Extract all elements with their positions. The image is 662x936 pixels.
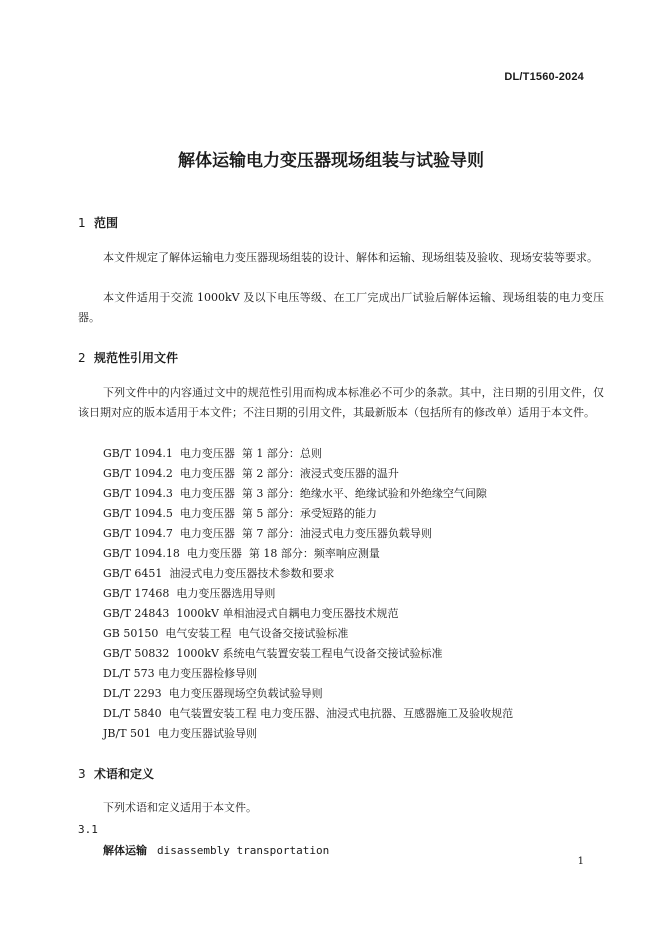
section-2-intro: 下列文件中的内容通过文中的规范性引用而构成本标准必不可少的条款。其中，注日期的引用文件，仅该日期对应的版本适用于本文件；不注日期的引用文件，其最新版本（包括所有的修改单）适用于本文件。 — [78, 386, 604, 419]
reference-item: GB/T 1094.3 电力变压器 第 3 部分：绝缘水平、绝缘试验和外绝缘空气间隙 — [103, 487, 487, 500]
reference-item: DL/T 573 电力变压器检修导则 — [103, 667, 258, 680]
reference-item: GB/T 24843 1000kV 单相油浸式自耦电力变压器技术规范 — [103, 607, 399, 620]
term-entry — [103, 842, 329, 858]
reference-item: GB/T 1094.5 电力变压器 第 5 部分：承受短路的能力 — [103, 507, 377, 520]
reference-item: JB/T 501 电力变压器试验导则 — [103, 727, 258, 740]
section-2-heading — [78, 349, 178, 366]
reference-item: GB 50150 电气安装工程 电气设备交接试验标准 — [103, 627, 349, 640]
section-3-intro: 下列术语和定义适用于本文件。 — [103, 801, 257, 814]
reference-item: GB/T 1094.1 电力变压器 第 1 部分：总则 — [103, 447, 322, 460]
reference-item: GB/T 1094.2 电力变压器 第 2 部分：液浸式变压器的温升 — [103, 467, 399, 480]
section-1-number: 1 — [78, 216, 86, 230]
reference-item: GB/T 50832 1000kV 系统电气装置安装工程电气设备交接试验标准 — [103, 647, 443, 660]
reference-item: GB/T 17468 电力变压器选用导则 — [103, 587, 276, 600]
reference-item: DL/T 2293 电力变压器现场空负载试验导则 — [103, 687, 323, 700]
clause-number: 3.1 — [78, 823, 98, 836]
section-1-paragraph-2: 本文件适用于交流 1000kV 及以下电压等级、在工厂完成出厂试验后解体运输、现场组装的电力变压器。 — [78, 291, 604, 324]
document-code: DL/T1560-2024 — [504, 71, 584, 83]
reference-item: GB/T 6451 油浸式电力变压器技术参数和要求 — [103, 567, 335, 580]
page-number: 1 — [577, 856, 584, 867]
section-2-title: 规范性引用文件 — [94, 351, 179, 365]
section-1-title: 范围 — [94, 216, 119, 230]
reference-item: GB/T 1094.18 电力变压器 第 18 部分：频率响应测量 — [103, 547, 380, 560]
term-chinese: 解体运输 — [103, 844, 147, 857]
document-title: 解体运输电力变压器现场组装与试验导则 — [178, 151, 484, 171]
section-1-paragraph-1: 本文件规定了解体运输电力变压器现场组装的设计、解体和运输、现场组装及验收、现场安装等要求。 — [103, 251, 598, 264]
section-3-title: 术语和定义 — [94, 767, 155, 781]
reference-item: DL/T 5840 电气装置安装工程 电力变压器、油浸式电抗器、互感器施工及验收规范 — [103, 707, 514, 720]
term-english: disassembly transportation — [157, 844, 330, 857]
section-3-heading — [78, 765, 154, 782]
reference-item: GB/T 1094.7 电力变压器 第 7 部分：油浸式电力变压器负载导则 — [103, 527, 432, 540]
section-2-number: 2 — [78, 351, 86, 365]
section-1-heading — [78, 214, 118, 231]
section-3-number: 3 — [78, 767, 86, 781]
